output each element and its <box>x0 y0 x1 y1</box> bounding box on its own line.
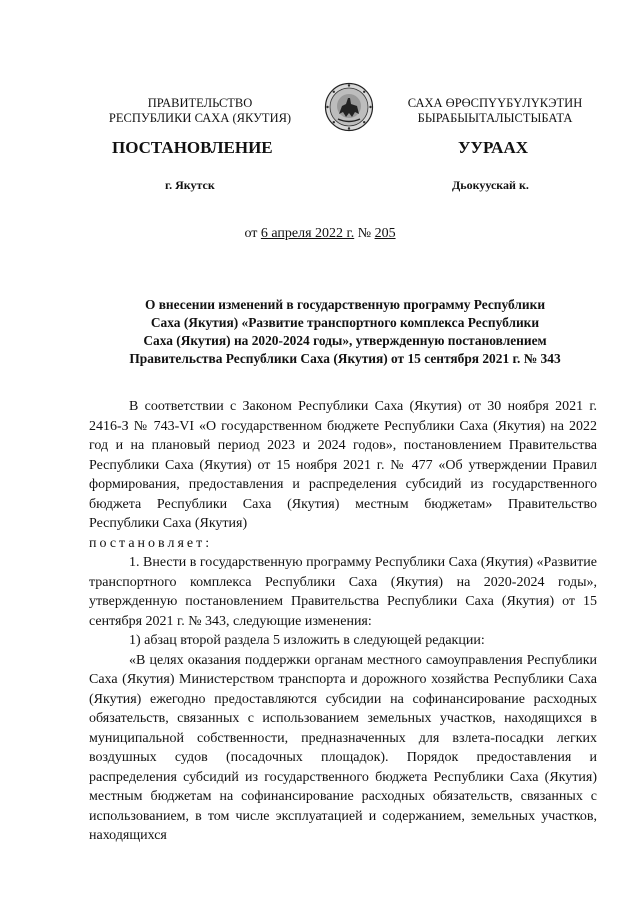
header-left-line-2: РЕСПУБЛИКИ САХА (ЯКУТИЯ) <box>108 111 292 125</box>
coat-of-arms-emblem-icon <box>324 82 374 132</box>
body-paragraph-preamble: В соответствии с Законом Республики Саха (Якутия) от 30 ноября 2021 г. 2416-З № 743-VI «О государственном бюджете Республики Саха (Якутия) на 2022 год и на плановый период 2023 и 2024 годов», постановлением Правительства Республики Саха (Якутия) от 15 ноября 2021 г. № 477 «Об утверждении Правил формирования, предоставления и распределения субсидий из государственного бюджета Республики Саха (Якутия) местным бюджетам» Правительство Республики Саха (Якутия) <box>89 399 597 531</box>
body-resolves: постановляет: <box>89 535 213 551</box>
subject-line-4: Правительства Республики Саха (Якутия) от 15 сентября 2021 г. № 343 <box>129 351 561 366</box>
document-title-ru: ПОСТАНОВЛЕНИЕ <box>112 138 273 157</box>
date-line <box>0 226 640 242</box>
city-ru: г. Якутск <box>165 178 215 192</box>
header-left <box>95 96 305 126</box>
document-subject <box>95 296 595 368</box>
document-body <box>89 397 597 846</box>
document-title-sah: УУРААХ <box>458 138 528 157</box>
header-right <box>385 96 605 126</box>
body-paragraph-item-1: 1. Внести в государственную программу Республики Саха (Якутия) «Развитие транспортного комплекса Республики Саха (Якутия) на 2020-2024 годы», утвержденную постановлением Правительства Республики Саха (Якутия) от 15 сентября 2021 г. № 343, следующие изменения: <box>89 555 597 629</box>
subject-line-3: Саха (Якутия) на 2020-2024 годы», утвержденную постановлением <box>143 333 547 348</box>
document-date: 6 апреля 2022 г. <box>260 226 355 241</box>
body-paragraph-subitem-1: 1) абзац второй раздела 5 изложить в следующей редакции: <box>129 633 485 648</box>
header-right-line-1: САХА ӨРӨСПҮҮБҮЛҮКЭТИН <box>407 96 583 110</box>
header-left-line-1: ПРАВИТЕЛЬСТВО <box>147 96 253 110</box>
subject-line-1: О внесении изменений в государственную программу Республики <box>144 297 546 312</box>
header-right-line-2: БЫРАБЫЫТАЛЫСТЫБАТА <box>417 111 573 125</box>
body-paragraph-quote: «В целях оказания поддержки органам местного самоуправления Республики Саха (Якутия) Министерством транспорта и дорожного хозяйства Республики Саха (Якутия) ежегодно предоставляются субсидии на софинансирование расходных обязательств, связанных с использованием земельных участков, находящихся в муниципальной собственности, предназначенных для взлета-посадки легких воздушных судов (посадочных площадок). Порядок предоставления и распределения субсидий из государственного бюджета Республики Саха (Якутия) местным бюджетам на софинансирование расходных обязательств, связанных с использованием, в том числе эксплуатацией и содержанием, земельных участков, находящихся <box>89 652 597 843</box>
city-sah: Дьокуускай к. <box>452 178 529 192</box>
number-sign: № <box>354 226 375 241</box>
subject-line-2: Саха (Якутия) «Развитие транспортного комплекса Республики <box>150 315 540 330</box>
document-number: 205 <box>374 226 396 241</box>
date-prefix: от <box>244 226 261 241</box>
